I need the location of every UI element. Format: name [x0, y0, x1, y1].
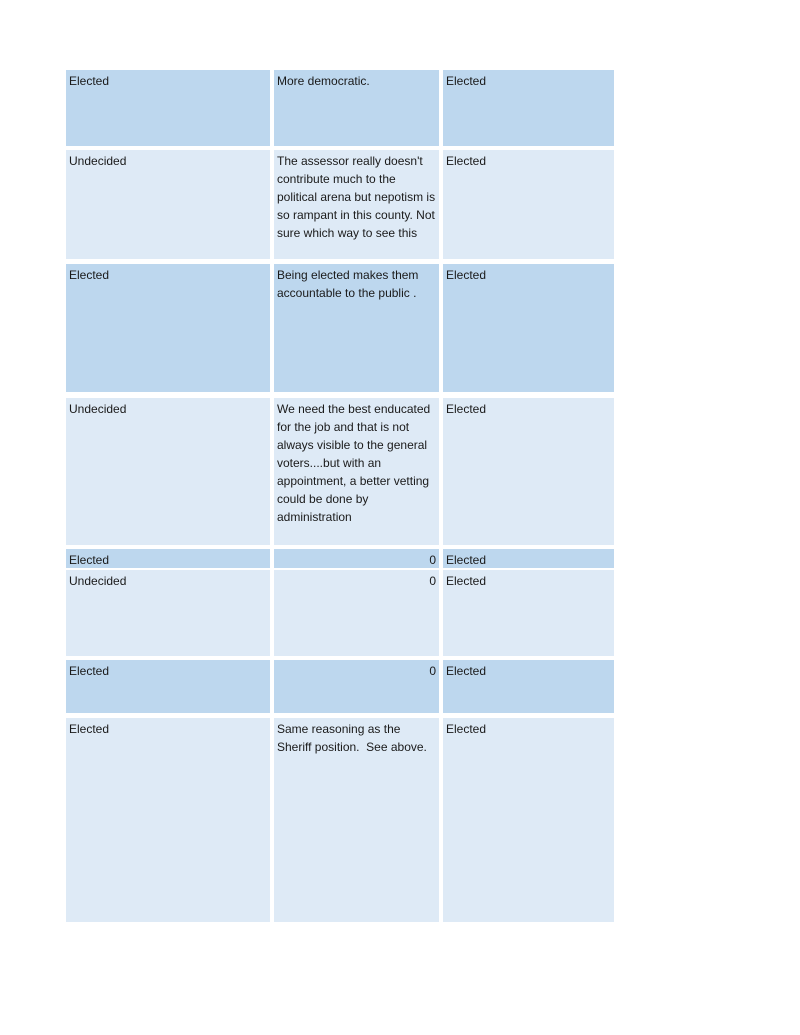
response-cell-left: Elected — [66, 549, 270, 568]
table-row — [66, 70, 614, 146]
response-cell-left: Undecided — [66, 150, 270, 259]
comment-cell: The assessor really doesn't contribute much to the political arena but nepotism is so rampant in this county. Not sure which way to see this — [274, 150, 439, 259]
response-cell-right: Elected — [443, 70, 614, 146]
response-cell-left: Elected — [66, 660, 270, 713]
table-row — [66, 660, 614, 713]
response-cell-right: Elected — [443, 718, 614, 922]
response-cell-left: Undecided — [66, 570, 270, 656]
table-row — [66, 150, 614, 259]
response-cell-left: Undecided — [66, 398, 270, 545]
comment-cell: We need the best enducated for the job and that is not always visible to the general voters....but with an appointment, a better vetting could be done by administration — [274, 398, 439, 545]
count-cell: 0 — [274, 570, 439, 656]
response-cell-right: Elected — [443, 549, 614, 568]
table-row — [66, 264, 614, 392]
table-row — [66, 718, 614, 922]
count-cell: 0 — [274, 660, 439, 713]
table-row — [66, 398, 614, 545]
comment-cell: Same reasoning as the Sheriff position. See above. — [274, 718, 439, 922]
response-cell-right: Elected — [443, 398, 614, 545]
comment-cell: Being elected makes them accountable to the public . — [274, 264, 439, 392]
response-cell-right: Elected — [443, 264, 614, 392]
count-cell: 0 — [274, 549, 439, 568]
response-cell-left: Elected — [66, 264, 270, 392]
response-cell-left: Elected — [66, 718, 270, 922]
response-cell-right: Elected — [443, 570, 614, 656]
response-cell-left: Elected — [66, 70, 270, 146]
table-row — [66, 570, 614, 656]
response-cell-right: Elected — [443, 660, 614, 713]
response-cell-right: Elected — [443, 150, 614, 259]
table-row — [66, 549, 614, 568]
survey-response-table — [66, 70, 614, 922]
comment-cell: More democratic. — [274, 70, 439, 146]
